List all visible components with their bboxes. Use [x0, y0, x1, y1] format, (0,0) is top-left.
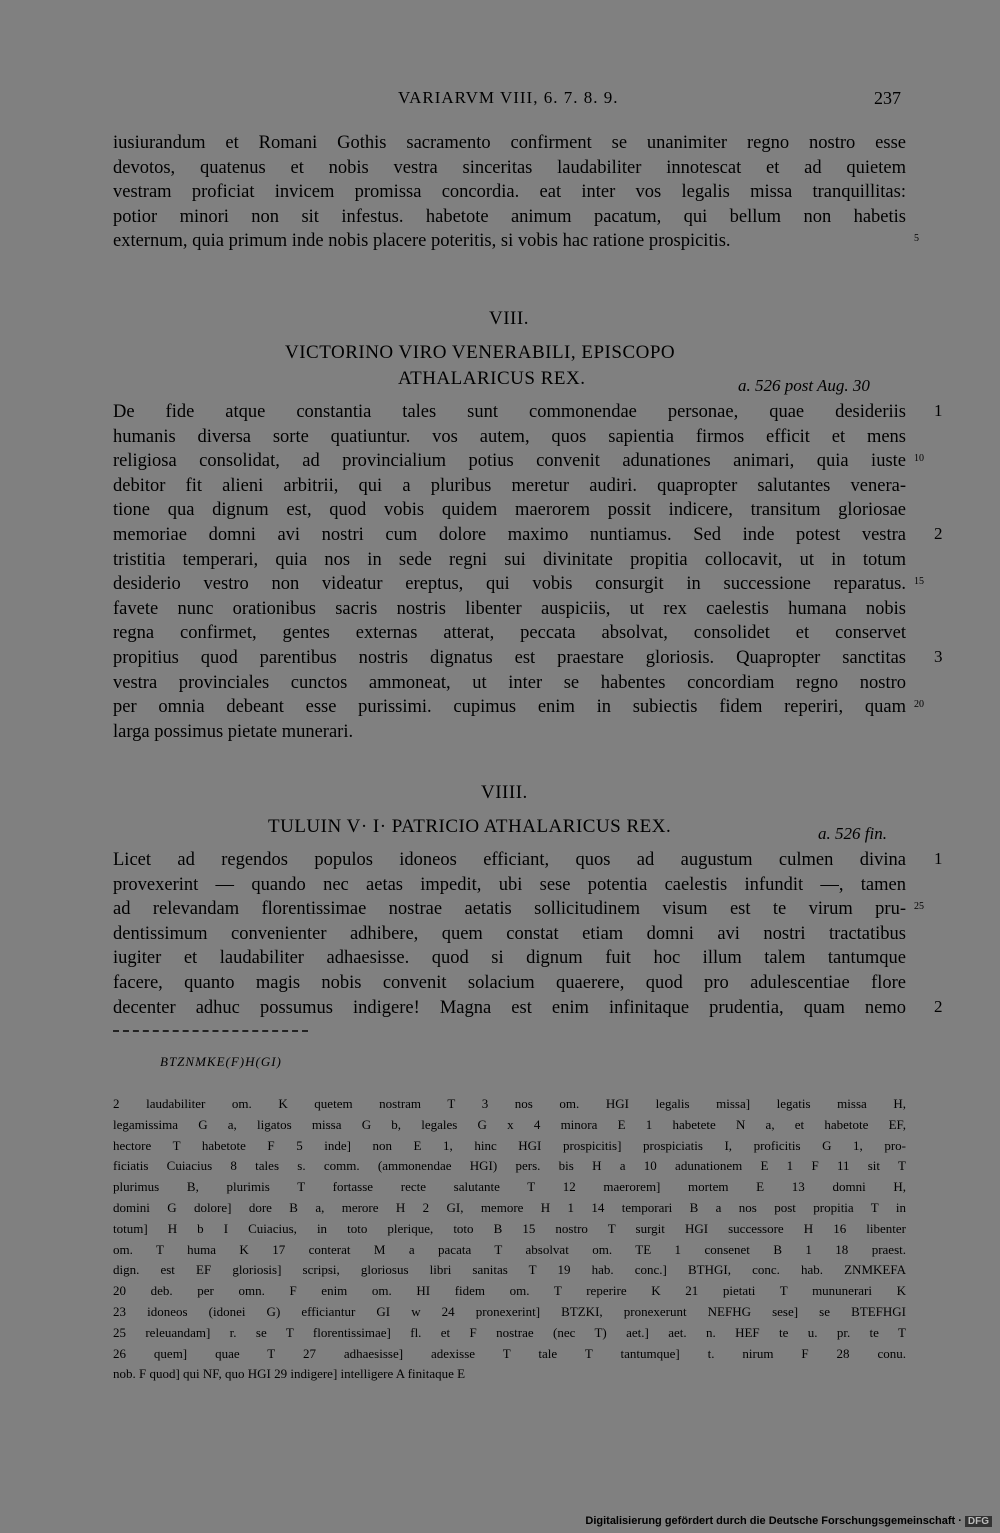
text-line: tione qua dignum est, quod vobis quidem maerorem possit indicere, transitum gloriosae — [113, 500, 906, 521]
text-line: vestram proficiat invicem promissa concordia. eat inter vos legalis missa tranquillitas: — [113, 182, 906, 203]
text-line: iugiter et laudabiliter adhaesisse. quod si dignum fuit hoc illum talem tantumque — [113, 948, 906, 969]
apparatus-line: ficiatis Cuiacius 8 tales s. comm. (ammonendae HGI) pers. bis H a 10 adunationem E 1 F 11 sit T — [113, 1158, 906, 1174]
line-number: 10 — [914, 453, 924, 465]
apparatus-line: 26 quem] quae T 27 adhaesisse] adexisse T tale T tantumque] t. nirum F 28 conu. — [113, 1345, 906, 1361]
dfg-logo: DFG — [965, 1516, 992, 1527]
text-line: provexerint — quando nec aetas impedit, ubi sese potentia caelestis infundit —, tamen — [113, 874, 906, 895]
footer-text: Digitalisierung gefördert durch die Deutsche Forschungsgemeinschaft · — [585, 1515, 962, 1527]
text-line: religiosa consolidat, ad provincialium potius convenit adunationes animari, quia iuste — [113, 451, 906, 472]
text-line: larga possimus pietate munerari. — [113, 721, 354, 742]
apparatus-line: 23 idoneos (idonei G) efficiantur GI w 24 pronexerint] BTZKI, pronexerunt NEFHG sese] se BTEFHGI — [113, 1304, 906, 1319]
text-line: facere, quanto magis nobis convenit solacium quaerere, quod pro adulescentiae flore — [113, 973, 906, 993]
letter-8-heading-1: VICTORINO VIRO VENERABILI, EPISCOPO — [285, 342, 676, 363]
line-number: 25 — [914, 901, 924, 913]
running-title: VARIARVM VIII, 6. 7. 8. 9. — [398, 88, 619, 107]
section-number: 2 — [934, 524, 943, 543]
letter-9-heading: TULUIN V· I· PATRICIO ATHALARICUS REX. — [268, 816, 672, 837]
section-number: 1 — [934, 849, 943, 868]
text-line: iusiurandum et Romani Gothis sacramento confirment se unanimiter regno nostro esse — [113, 133, 906, 153]
text-line: tristitia temperari, quia nos in sede regni sui divinitate propitia collocavit, ut in totum — [113, 549, 906, 570]
text-line: devotos, quatenus et nobis vestra sinceritas laudabiliter innotescat et ad quietem — [113, 157, 906, 178]
section-number: 3 — [934, 647, 943, 666]
text-line: vestra provinciales cunctos ammoneat, ut inter se habentes concordiam regno nostro — [113, 672, 906, 693]
apparatus-line: hectore T habetote F 5 inde] non E 1, hinc HGI prospicitis] prospiciatis I, proficitis G 1, pro- — [113, 1137, 906, 1153]
apparatus-line: dign. est EF gloriosis] scripsi, gloriosus libri sanitas T 19 hab. conc.] BTHGI, conc. hab. ZNMKEFA — [113, 1262, 906, 1278]
apparatus-line: 2 laudabiliter om. K quetem nostram T 3 nos om. HGI legalis missa] legatis missa H, — [113, 1096, 906, 1111]
line-number: 15 — [914, 576, 924, 588]
text-line: externum, quia primum inde nobis placere poteritis, si vobis hac ratione prospicitis. — [113, 231, 731, 252]
dfg-footer — [585, 1515, 992, 1527]
section-number: 2 — [934, 996, 943, 1016]
text-line: decenter adhuc possumus indigere! Magna est enim infinitaque prudentia, quam nemo — [113, 997, 906, 1018]
text-line: De fide atque constantia tales sunt commonendae personae, quae desideriis — [113, 402, 906, 422]
line-number: 20 — [914, 699, 924, 711]
manuscript-sigla: BTZNMKE(F)H(GI) — [160, 1054, 282, 1069]
text-line: dentissimum convenienter adhibere, quem constat etiam domni avi nostri tractatibus — [113, 923, 906, 944]
text-line: potior minori non sit infestus. habetote animum pacatum, qui bellum non habetis — [113, 206, 906, 227]
apparatus-line: totum] H b I Cuiacius, in toto plerique, toto B 15 nostro T surgit HGI successore H 16 libenter — [113, 1220, 906, 1236]
text-line: humanis diversa sorte quatiuntur. vos autem, quos sapientia firmos efficit et mens — [113, 426, 906, 447]
line-number: 5 — [914, 233, 919, 245]
text-line: propitius quod parentibus nostris dignatus est praestare gloriosis. Quapropter sanctitas — [113, 648, 906, 668]
letter-9-date: a. 526 fin. — [818, 824, 887, 843]
letter-8-number: VIII. — [489, 308, 529, 329]
apparatus-line: domini G dolore] dore B a, merore H 2 GI, memore H 1 14 temporari B a nos post propitia T in — [113, 1200, 906, 1215]
apparatus-line: om. T huma K 17 conterat M a pacata T absolvat om. TE 1 consenet B 1 18 praest. — [113, 1241, 906, 1257]
footnote-divider — [113, 1030, 308, 1032]
letter-9-number: VIIII. — [481, 782, 528, 803]
letter-8-heading-2: ATHALARICUS REX. — [398, 368, 586, 389]
apparatus-line: legamissima G a, ligatos missa G b, legales G x 4 minora E 1 habetete N a, et habetote EF, — [113, 1116, 906, 1132]
text-line: regna confirmet, gentes externas atterat, peccata absolvat, consolidet et conservet — [113, 623, 906, 644]
text-line: per omnia debeant esse purissimi. cupimus enim in subiectis fidem reperiri, quam — [113, 697, 906, 718]
text-line: Licet ad regendos populos idoneos efficiant, quos ad augustum culmen divina — [113, 850, 906, 870]
apparatus-line: plurimus B, plurimis T fortasse recte salutante T 12 maerorem] mortem E 13 domni H, — [113, 1179, 906, 1195]
apparatus-line: 25 releuandam] r. se T florentissimae] fl. et F nostrae (nec T) aet.] aet. n. HEF te u. pr. te T — [113, 1324, 906, 1340]
text-line: debitor fit alieni arbitrii, qui a pluribus meretur audiri. quapropter salutantes venera- — [113, 475, 906, 496]
text-line: ad relevandam florentissimae nostrae aetatis sollicitudinem visum est te virum pru- — [113, 899, 906, 920]
text-line: favete nunc orationibus sacris nostris libenter auspiciis, ut rex caelestis humana nobis — [113, 598, 906, 619]
apparatus-line: 20 deb. per omn. F enim om. HI fidem om. T reperire K 21 pietati T mununerari K — [113, 1283, 906, 1299]
section-number: 1 — [934, 401, 943, 420]
apparatus-line: nob. F quod] qui NF, quo HGI 29 indigere] intelligere A finitaque E — [113, 1366, 466, 1382]
text-line: memoriae domni avi nostri cum dolore maximo nuntiamus. Sed inde potest vestra — [113, 525, 906, 545]
page-number: 237 — [874, 88, 901, 108]
letter-8-date: a. 526 post Aug. 30 — [738, 376, 870, 395]
text-line: desiderio vestro non videatur ereptus, qui vobis consurgit in successione reparatus. — [113, 574, 906, 595]
